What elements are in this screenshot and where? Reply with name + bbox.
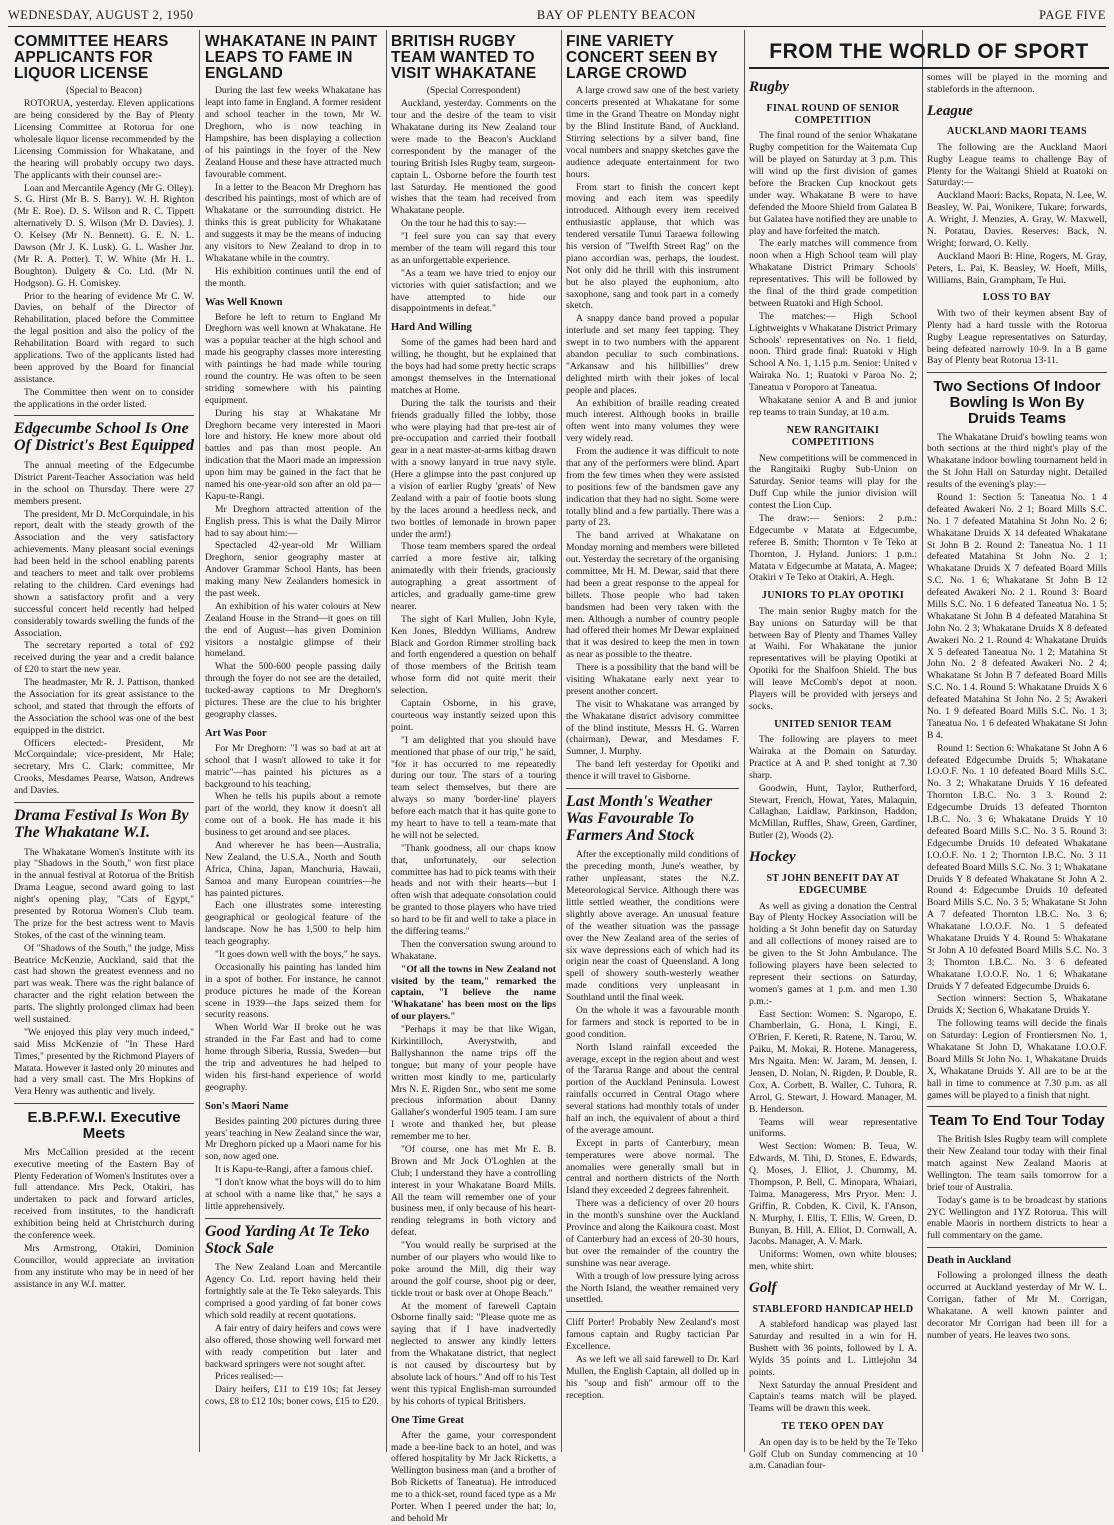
- paragraph: ROTORUA, yesterday. Eleven applications are being considered by the Bay of Plenty Licensing Committee at Rotorua for one wholesale liquor license recommended by the Licensing Commission for Whakatane, and the hearing will probably occupy two days. The applicants with their counsel are:-: [14, 98, 194, 181]
- paragraph: After the exceptionally mild conditions of the preceding month, June's weather, by rather unpleasant, states the N.Z. Meteorological Service. Although there was little settled weather, the conditions were slightly above average. An unusual feature of the weather situation was the passage over the New Zealand area of the series of six wave depressions each of which had its origin near the coast of Queensland. A long spell of showery south-westerly weather made conditions very unpleasant in Southland until the final week.: [566, 849, 739, 1004]
- paragraph: The sight of Karl Mullen, John Kyle, Ken Jones, Bleddyn Williams, Andrew Black and Gordon Rimmer strolling back and forth engendered a question on behalf of those members of the British team whose form did not quite merit their selection.: [391, 613, 556, 697]
- page-number: PAGE FIVE: [1039, 7, 1106, 22]
- paragraph: The following teams will decide the finals on Saturday: Legion of Frontiersmen No. 1, Whakatane St John D, Whakatane I.O.O.F. Board Mills St John No. 1, Whakatane Druids X, Whakatane Druids Y. All are to be at the hall in time to commence at 7.30 p.m. as all games will be played to a finish that night.: [927, 1018, 1107, 1101]
- newspaper-name: BAY OF PLENTY BEACON: [536, 7, 696, 22]
- paragraph: The final round of the senior Whakatane Rugby competition for the Waitemata Cup will be played on Saturday at 3 p.m. This will wind up the first division of games before the Bracken Cup knockout gets under way. Whakatane B were to have defended the Moore Shield from Galatea B but Galatea have notified they are unable to play and have forfeited the match.: [749, 130, 917, 237]
- paragraph: In a letter to the Beacon Mr Dreghorn has described his paintings, most of which are of Whakatane or the surrounding district. He thinks this is great publicity for Whakatane and suggests it may be the means of inducing any visitors to New Zealand to drop in to Whakatane while in the country.: [205, 181, 381, 264]
- column-rule: [561, 30, 562, 1452]
- paragraph: For Mr Dreghorn: "I was so bad at art at school that I wasn't allowed to take it for matric"—has painted his pictures as a background to his teaching.: [205, 742, 381, 790]
- paragraph: The following are players to meet Wairaka at the Domain on Saturday. Practice at A and P. shed tonight at 7.30 sharp.: [749, 734, 917, 781]
- paragraph: The New Zealand Loan and Mercantile Agency Co. Ltd. report having held their fortnightly sale at the Te Teko saleyards. This comprised a good yarding of fat boner cows which sold readily at recent quotations.: [205, 1262, 381, 1321]
- paragraph: North Island rainfall exceeded the average, except in the region about and west of the Tararua Range and about the central portion of the Auckland Peninsula. Lowest rainfalls occurred in Central Otago where several stations had monthly totals of under half an inch, the equivalent of about a third of the average amount.: [566, 1041, 739, 1136]
- headline-indoor-bowling: Two Sections Of Indoor Bowling Is Won By Druids Teams: [933, 378, 1101, 427]
- paragraph: A large crowd saw one of the best variety concerts presented at Whakatane for some time in the Grand Theatre on Monday night by the Blind Institute Band, of Auckland. Stirring selections by a silver band, fine vocal numbers and snappy sketches gave the audience adequate entertainment for two hours.: [566, 85, 739, 180]
- paragraph: "It goes down well with the boys," he says.: [215, 948, 381, 960]
- paragraph: "You would really be surprised at the number of our players who would like to poke around the Mill, dig their way around the golf course, shoot pig or deer, tickle trout or bask over at Ohope Beach.": [391, 1240, 556, 1299]
- paragraph: Those team members spared the ordeal carried a more festive air, talking animatedly with their friends, graciously autographing a great assortment of articles, and gradually game-time grew nearer.: [391, 541, 556, 612]
- paragraph: Following a prolonged illness the death occurred at Auckland yesterday of Mr W. L. Corrigan, father of Mr M. Corrigan, Whakatane. A well known painter and decorator Mr Corrigan had been ill for a number of years. He leaves two sons.: [927, 1270, 1107, 1341]
- paragraph: Dairy heifers, £11 to £19 10s; fat Jersey cows, £8 to £12 10s; boner cows, £15 to £20.: [205, 1384, 381, 1408]
- paragraph: After the game, your correspondent made a bee-line back to an hotel, and was offered hospitality by Mr Jack Ricketts, a Wellington business man (and a brother of Bob Ricketts of Taneatua). He introduced me to a thick-set, round faced type as a Mr Porter. When I peered under the hat; lo, and behold Mr: [391, 1429, 556, 1524]
- masthead: [8, 4, 1106, 27]
- paragraph: Mrs Armstrong, Otakiri, Dominion Councillor, would appreciate an invitation from any institute who may be in need of her assistance in any W.I. matter.: [14, 1242, 194, 1290]
- headline-variety-concert: FINE VARIETY CONCERT SEEN BY LARGE CROWD: [566, 33, 718, 82]
- paragraph: His exhibition continues until the end of the month.: [205, 265, 381, 289]
- headline-weather: Last Month's Weather Was Favourable To Farmers And Stock: [566, 793, 713, 844]
- paragraph: On the tour he had this to say:—: [401, 218, 526, 230]
- column-3: [391, 32, 556, 1524]
- divider: [566, 1311, 739, 1312]
- divider: [14, 802, 194, 803]
- paragraph: An exhibition of braille reading created much interest. Although books in braille often went into many volumes they were very widely read.: [566, 397, 739, 445]
- paragraph: On the whole it was a favourable month for farmers and stock is reported to be in good condition.: [566, 1005, 739, 1040]
- headline-wi-executive: E.B.P.F.W.I. Executive Meets: [27, 1109, 181, 1143]
- section-label-rugby: Rugby: [749, 79, 790, 95]
- paragraph: During the last few weeks Whakatane has leapt into fame in England. A former resident and school teacher in the town, Mr W. Dreghorn, who is now teaching in Hampshire, has been displaying a collection of his paintings in the foyer of the New Zealand House and these have attracted much favourable comment.: [205, 85, 381, 180]
- sport-banner: FROM THE WORLD OF SPORT: [749, 40, 1109, 69]
- paragraph: The president, Mr D. McCorquindale, in his report, dealt with the steady growth of the Association and the very satisfactory achievements. Many pleasant social evenings had been held in the school enabling parents and teachers to meet and talk over problems relating to the children. Card evenings had shown a satisfactory profit and a very successful concert held recently had helped considerably towards swelling the funds of the Association.: [14, 508, 194, 639]
- paragraph: Prior to the hearing of evidence Mr C. W. Davies, on behalf of the Director of Rehabilitation, placed before the Committee the legal position and also the policy of the Rehabilitation Board with regard to such applications. Two of the applicants listed had been approved by the Board for financial assistance.: [14, 290, 194, 385]
- divider: [566, 788, 739, 789]
- paragraph: Next Saturday the annual President and Captain's teams match will be played. Teams will be drawn this week.: [749, 1379, 917, 1415]
- paragraph: Except in parts of Canterbury, mean temperatures were above normal. The anomalies were generally small but in central and northern districts of the North Island they exceeded 2 degrees fahrenheit.: [566, 1137, 739, 1197]
- column-4: [566, 32, 739, 1452]
- headline-loss-to-bay: LOSS TO BAY: [982, 292, 1052, 304]
- paragraph: During his stay at Whakatane Mr Dreghorn became very interested in Maori lore and history. He knew more about old battles and pas than most people. An indication that the Maori made an impression upon him may be gained in the fact that he named his one-year-old son after an old pa—Kapu-te-Rangi.: [205, 407, 381, 502]
- paragraph: Section winners: Section 5, Whakatane Druids X; Section 6, Whakatane Druids Y.: [927, 993, 1107, 1017]
- paragraph: Auckland Maori: Backs, Ropata, N. Lee, W. Beasley, W. Pai, Wonikere, Tukare; forwards, A. Wright, J. Menzies, A. Gray, W. Maxwell, N. Potatau, Davies. Reserves: Back, N. Wright; forward, O. Kelly.: [927, 190, 1107, 249]
- subheading: Son's Maori Name: [205, 1100, 289, 1112]
- divider: [927, 1106, 1107, 1107]
- section-label-golf: Golf: [749, 1280, 777, 1297]
- paragraph: The Committee then went on to consider the applications in the order listed.: [14, 386, 194, 410]
- pull-quote: "Of all the towns in New Zealand not visited by the team," remarked the captain, "I believe the name 'Whakatane' has been most on the lips of our players.": [391, 963, 556, 1023]
- paragraph: From start to finish the concert kept moving and each item was speedily introduced. Although every item received enthusiastic applause, that which was tendered versatile Tunui Taraewa following his version of "Twelfth Street Rag" on the piano accordian was, perhaps, the loudest. Not only did he thrill with this instrument but he also played the euphonium, alto saxophone, sang and took part in a comedy sketch.: [566, 181, 739, 312]
- column-rule: [744, 30, 745, 1452]
- byline: (Special Correspondent): [426, 85, 521, 97]
- subheading: One Time Great: [391, 1414, 464, 1426]
- column-rule: [922, 30, 923, 1452]
- paragraph: Occasionally his painting has landed him in a spot of bother. For instance, he cannot produce pictures he made of the Korean scene in 1939—the Japs seized them for security reasons.: [205, 961, 381, 1021]
- subheading: Hard And Willing: [391, 322, 472, 334]
- paragraph: What the 500-600 people passing daily through the foyer do not see are the detailed, tucked-away captions to Mr Dreghorn's pictures. These are the clue to his brighter geography classes.: [205, 661, 381, 720]
- paragraph: Prices realised:—: [215, 1371, 283, 1383]
- paragraph: The annual meeting of the Edgecumbe District Parent-Teacher Association was held in the school on Thursday. There were 27 members present.: [14, 460, 194, 507]
- paragraph: Then the conversation swung around to Whakatane.: [391, 938, 556, 962]
- paragraph: The secretary reported a total of £92 received during the year and a credit balance of £20 to start the new year.: [14, 640, 194, 676]
- paragraph: A stableford handicap was played last Saturday and resulted in a win for H. Bushett with 36 points, followed by I. A. Wylds 35 points and L. Littlejohn 34 points.: [749, 1319, 917, 1378]
- section-label-hockey: Hockey: [749, 849, 796, 866]
- paragraph: Loan and Mercantile Agency (Mr G. Olley). S. G. Hirst (Mr B. S. Barry). W. H. Righton (Mr E. Roe). D. S. Wilson and R. C. Tippett alternatively D. S. Wilson (Mr D. Davies). J. O. Kelsey (Mr N. Bennett). G. E. N. L. Dawson (Mr J. K. Lusk). G. L. Washer Jnr. (Mr R. A. Potter). T. W. White (Mr H. L. Boughton). Dulgety & Co. Ltd. (Mr N. Hodgson). G. H. Comiskey.: [14, 182, 194, 289]
- headline-edgecumbe-school: Edgecumbe School Is One Of District's Best Equipped: [14, 420, 195, 455]
- headline-british-rugby: BRITISH RUGBY TEAM WANTED TO VISIT WHAKATANE: [391, 33, 537, 82]
- paragraph: "Perhaps it may be that like Wigan, Kirkintilloch, Averystwith, and Ballyshannon the name trips off the tongue; but many of your people have written most kindly to me, particularly Mrs N. E. Rigden Snr., who sent me some precious information about Danny Gallaher's wonderful 1905 team. I am sure I wrote and thanked her, but please remember me to her.: [391, 1024, 556, 1143]
- paragraph: At the moment of farewell Captain Osborne finally said: "Please quote me as saying that if I have inadvertedly neglected to answer any kindly letters from the Whakatane district, that neglect is not caused by discourtesy but by absolute lack of hours." And off to his Test went this typical English-man surrounded by his cohorts of typical Britishers.: [391, 1300, 556, 1407]
- paragraph: "I don't know what the boys will do to him at school with a name like that," he says a little apprehensively.: [205, 1177, 381, 1212]
- headline-te-teko-open-day: TE TEKO OPEN DAY: [781, 1421, 885, 1433]
- paragraph: From the audience it was difficult to note that any of the performers were blind. Apart from the few times when they were assisted to positions few of the bandsmen gave any indication that they had no sight. Some were totally blind and a few partially. There was a party of 23.: [566, 446, 739, 529]
- headline-death-auckland: Death in Auckland: [927, 1255, 1012, 1267]
- headline-te-teko-stock-sale: Good Yarding At Te Teko Stock Sale: [205, 1222, 370, 1257]
- paragraph: Mr Dreghorn attracted attention of the English press. This is what the Daily Mirror had to say about him:—: [205, 503, 381, 539]
- paragraph: "We enjoyed this play very much indeed," said Miss McKenzie of "In These Hard Times," presented by the Richmond Players of Matata. However it lasted only 20 minutes and had a very small cast. The Mrs Hopkins of Vera Henry was authentic and lively.: [14, 1026, 194, 1098]
- divider: [14, 1103, 194, 1104]
- paragraph: "I feel sure you can say that every member of the team will regard this tour as an unforgettable experience.: [391, 231, 556, 266]
- paragraph: "Of course, one has met Mr E. B. Brown and Mr Jock O'Loghlen at the Club; I understand they have a controlling interest in your Whakatane Board Mills. All the team will remember one of your business men, if only because of his heart-rending telegrams in both victory and defeat.: [391, 1144, 556, 1239]
- issue-date: WEDNESDAY, AUGUST 2, 1950: [8, 7, 194, 22]
- section-label-league: League: [927, 102, 973, 119]
- paragraph: Spectacled 42-year-old Mr William Dreghorn, senior geography master at Andover Grammar School Hants, has been making many New Zealanders homesick in the past week.: [205, 540, 381, 600]
- column-rule: [386, 30, 387, 1452]
- paragraph: The main senior Rugby match for the Bay unions on Saturday will be that between Bay of Plenty and Thames Valley at Waihi. For Whakatane the junior representatives will be playing Opotiki at Opotiki for the Shalfoon Shield. The bus will leave McComb's depot at noon. Players will be provided with jerseys and socks.: [749, 605, 917, 712]
- paragraph: Goodwin, Hunt, Taylor, Rutherford, Stewart, French, Howat, Yates, Malaquin, Callaghan, Laidlaw, Parkinson, Haddon, McMillan, Ruffles, Shaw, Green, Gardiner, Butler (2), Woods (2).: [749, 782, 917, 842]
- paragraph: Of "Shadows of the South," the judge, Miss Beatrice McKenzie, Auckland, said that the cast had shown the greatest evenness and no part was weak. There was the right balance of character and the right relation between the parts. The slightly prolonged climax had been well sustained.: [14, 942, 194, 1026]
- paragraph: "I am delighted that you should have mentioned that phase of our trip," he said, "for it has occurred to me repeatedly during our tour. The stars of a touring team select themselves, but there are always so many 'border-line' players before each match that it has quite gone to my heart to have to tell a team-mate that he will not be selected.: [391, 734, 556, 841]
- subheading: Art Was Poor: [205, 727, 267, 739]
- paragraph: Auckland Maori B: Hine, Rogers, M. Gray, Peters, L. Pai, K. Beasley, W. Hoeft, Mills, Williams, Bain, Grampham, Te Hui.: [927, 250, 1107, 286]
- column-2: [205, 32, 381, 1452]
- paragraph: Auckland, yesterday. Comments on the tour and the desire of the team to visit Whakatane during its New Zealand tour were made to the Beacon's Auckland correspondent by the manager of the touring British Isles Rugby team, surgeon-captain L. Osborne before the fourth test last Saturday. He mentioned the good wishes that the team had received from Whakatane people.: [391, 98, 556, 217]
- column-rule: [199, 30, 200, 1452]
- paragraph: New competitions will be commenced in the Rangitaiki Rugby Sub-Union on Saturday. Senior teams will play for the Duff Cup while the junior division will contest the Lion Cup.: [749, 452, 917, 512]
- paragraph: Each one illustrates some interesting geographical or geological feature of the landscape. Now he has 1,500 to help him teach geography.: [205, 900, 381, 948]
- headline-liquor-license: COMMITTEE HEARS APPLICANTS FOR LIQUOR LICENSE: [14, 33, 169, 82]
- paragraph: There is a possibility that the band will be visiting Whakatane early next year to present another concert.: [566, 662, 739, 697]
- paragraph: "Thank goodness, all our chaps know that, unfortunately, our selection committee has had to pick teams with their heads and not with their hearts—but I often wish that adequate consolation could be granted to those players who have tried so hard to be fit and well to take a place in the differing teams.": [391, 842, 556, 937]
- paragraph: It is Kapu-te-Rangi, after a famous chief.: [215, 1164, 373, 1176]
- paragraph: The matches:— High School Lightweights v Whakatane District Primary Schools' representatives on No. 1 field, noon. Third grade final: Ruatoki v High School A No. 1, 1.15 p.m. Senior: United v Wairaka No. 1; Ruatoki v Paroa No. 2; Taneatua v Poroporo at Taneatua.: [749, 310, 917, 394]
- subheading: Was Well Known: [205, 296, 283, 308]
- paragraph: Officers elected:- President, Mr McCorquindale; vice-president, Mr Hale; secretary, Mrs C. Clark; committee, Mr Crooks, Mesdames Pearse, Watson, Andrews and Davies.: [14, 737, 194, 797]
- paragraph: The visit to Whakatane was arranged by the Whakatane district advisory committee of the blind institute, Messrs H. G. Warren (chairman), Dewar, and Mesdames F. Sumner, J. Murphy.: [566, 698, 739, 758]
- paragraph: The British Isles Rugby team will complete their New Zealand tour today with their final match against New Zealand Maoris at Wellington. The team sails tomorrow for a brief tour of Australia.: [927, 1134, 1107, 1193]
- paragraph: Some of the games had been hard and willing, he thought, but he explained that the boys had had some pretty hectic scraps amongst themselves in the International matches at Home.: [391, 337, 556, 396]
- paragraph: A fair entry of dairy heifers and cows were also offered, those showing well forward met with ready competition but later and backward springers were not sought after.: [205, 1322, 381, 1370]
- paragraph: There was a deficiency of over 20 hours in the month's sunshine over the Auckland Province and along the Kaikoura coast. Most of Canterbury had an excess of 20-30 hours, but over the remainder of the country the sunshine was near average.: [566, 1198, 739, 1269]
- paragraph: West Section: Women: B. Teua, W. Edwards, M. Tihi, D. Stones, E. Edwards, Q. Moses, J. Elliot, J. Chummy, M. Thompson, P. Bell, C. Minopara, Whaiari, Taima. Manageress, Mrs Pryor. Men: J. Griffin, R. Cobden, K. Civil, K. I'Anson, N. Murphy, I. Ellis, T. Ellis, W. Green, D. Bunyan, B. Hill, A. Elliot, D. Cornwall, A. Jacobs. Manager, A. V. Mark.: [749, 1141, 917, 1248]
- paragraph: The following are the Auckland Maori Rugby League teams to challenge Bay of Plenty for the Waitangi Shield at Ruatoki on Saturday:—: [927, 141, 1107, 189]
- paragraph: An exhibition of his water colours at New Zealand House in the Strand—it goes on till the end of August—has given Dominion visitors a nostalgic glimpse of their homeland.: [205, 600, 381, 660]
- column-1: [14, 32, 194, 1452]
- paragraph: As we left we all said farewell to Dr. Karl Mullen, the English Captain, all dolled up in his "soup and fish" armour off to the reception.: [566, 1353, 739, 1401]
- paragraph: With two of their keymen absent Bay of Plenty had a hard tussle with the Rotorua Rugby League representatives on Saturday, being defeated narrowly 10-9. In a B game Bay of Plenty beat Rotorua 13-11.: [927, 307, 1107, 367]
- divider: [205, 1218, 381, 1219]
- paragraph: An open day is to be held by the Te Teko Golf Club on Sunday commencing at 10 a.m. Canadian four-: [749, 1436, 917, 1472]
- paragraph: As well as giving a donation the Central Bay of Plenty Hockey Association will be holding a St John benefit day on Saturday and all collections of money raised are to be given to the St John Ambulance. The following players have been selected to represent their sections on Saturday, women's games at 1 p.m. and men 1.30 p.m.:-: [749, 900, 917, 1007]
- paragraph: With a trough of low pressure lying across the North Island, the weather remained very unsettled.: [566, 1270, 739, 1306]
- paragraph: Today's game is to be broadcast by stations 2YC Wellington and 1YZ Rotorua. This will enable Maoris in northern districts to hear a full commentary on the game.: [927, 1194, 1107, 1242]
- paragraph: Whakatane senior A and B and junior rep teams to train Sunday, at 10 a.m.: [749, 394, 917, 418]
- headline-united-senior: UNITED SENIOR TEAM: [774, 718, 892, 730]
- paragraph: The band arrived at Whakatane on Monday morning and members were billeted out. Yesterday the secretary of the organising committee, Mr H. M. Dewar, said that there had been a great response to the appeal for billets. Those people who had taken bandsmen had been very taken with the men. Although a number of country people had offered their homes Mr Dewar explained that it was desired to keep the men in town as near as possible to the theatre.: [566, 530, 740, 661]
- column-5: [749, 72, 917, 1472]
- paragraph: The draw:— Seniors: 2 p.m.: Edgecumbe v Matata at Edgecumbe, referee B. Smith; Thornton v Te Teko at Thornton, J. Hyland. Juniors: 1 p.m.: Matata v Edgecumbe at Matata, A. Magee; Otakiri v Te Teko at Otakiri, A. Hegh.: [749, 512, 917, 584]
- headline-stableford: STABLEFORD HANDICAP HELD: [752, 1303, 914, 1315]
- paragraph: And wherever he has been—Australia, New Zealand, the U.S.A., North and South Africa, China, Japan, Manchuria, Hawaii, Samoa and many European countries—he has painted pictures.: [205, 839, 381, 899]
- divider: [927, 1247, 1107, 1248]
- divider: [927, 372, 1107, 373]
- column-6: [927, 72, 1107, 1452]
- paragraph: A snappy dance band proved a popular interlude and set many feet tapping. They swept in to two numbers with the apparent abandon peculiar to such combinations. "Arkansaw and his hillbillies" drew delighted mirth with their jokes of local people and places.: [566, 313, 739, 396]
- paragraph: Teams will wear representative uniforms.: [749, 1116, 917, 1140]
- paragraph: When he tells his pupils about a remote part of the world, they know it doesn't all come out of a book. He has made it his business to get around and see places.: [205, 791, 381, 839]
- paragraph: The Whakatane Druid's bowling teams won both sections at the third night's play of the Whakatane indoor bowling tournament held in the St John Hall on Saturday night. Detailed results of the evening's play:—: [927, 431, 1107, 491]
- paragraph: The early matches will commence from noon when a High School team will play Whakatane District Primary Schools' representatives. This will be followed by the final of the third grade competition between Ruatoki and High School.: [749, 238, 917, 309]
- headline-drama-festival: Drama Festival Is Won By The Whakatane W.I.: [14, 806, 189, 841]
- paragraph: When World War II broke out he was stranded in the Far East and had to come home through Siberia, Russia, Sweden—but the trip and adventures he had helped to widen his first-hand experience of world geography.: [205, 1022, 381, 1093]
- paragraph: Besides painting 200 pictures during three years' teaching in New Zealand since the war, Mr Dreghorn picked up a Maori name for his son, now aged one.: [205, 1115, 381, 1163]
- headline-team-end-tour: Team To End Tour Today: [929, 1112, 1105, 1130]
- paragraph: Mrs McCallion presided at the recent executive meeting of the Eastern Bay of Plenty Federation of Women's Institutes over a full attendance. Mrs Peck, Otakiri, has undertaken to pack and forward articles, received from institutes, to the handicraft exhibition being held at Christchurch during the conference week.: [14, 1146, 194, 1241]
- divider: [14, 415, 194, 416]
- paragraph: "As a team we have tried to enjoy our victories with quiet satisfaction; and we have attempted to hide our disappointments in defeat.": [391, 267, 556, 315]
- headline-juniors-opotiki: JUNIORS TO PLAY OPOTIKI: [761, 590, 905, 602]
- headline-st-john-benefit: ST JOHN BENEFIT DAY AT EDGECUMBE: [766, 872, 900, 897]
- paragraph: The band left yesterday for Opotiki and thence it will travel to Gisborne.: [566, 759, 739, 783]
- headline-rangitaiki: NEW RANGITAIKI COMPETITIONS: [786, 424, 880, 449]
- paragraph: Round 1: Section 5: Taneatua No. 1 4 defeated Awakeri No. 2 1; Board Mills S.C. No. 1 7 defeated Matahina St John No. 2 6; Whakatane Druids X 14 defeated Whakatane St John B 2. Round 2: Taneatua No. 1 11 defeated Matahina St John No. 2 1; Whakatane Druids X 7 defeated Board Mills S.C. No. 1 6; Whakatane St John B 12 defeated Awakeri No. 2 1. Round 3: Board Mills S.C. No. 1 6 defeated Taneatua No. 1 5; Whakatane St John B 4 defeated Matahina St John No. 2 3; Whakatane Druids X 8 defeated Awakeri No. 2 1. Round 4: Whakatane Druids X 5 defeated Taneatua No. 1 2; Matahina St John No. 2 8 defeated Awakeri No. 2 4; Whakatane St John B 7 defeated Board Mills S.C. No. 1 4. Round 5: Whakatane Druids X 6 defeated Matahina St John No. 2 5; Awakeri No. 1 9 defeated Board Mills S.C. No. 1 3; Taneatua No. 1 6 defeated Whakatane St John B 4.: [927, 492, 1107, 741]
- paragraph: Uniforms: Women, own white blouses; men, white shirt.: [749, 1249, 917, 1273]
- paragraph: During the talk the tourists and their friends gradually filled the lobby, those who were playing had that pre-test air of pre-occupation and carried their football gear in a neat master-at-arms kitbag drawn with a snowy lanyard in true navy style. (Here a glimpse into the past conjured up a vision of earlier Rugby 'greats' of New Zealand with a pair of footie boots slung by the laces around a heedless neck, and two bottles of lemonade in brown paper under the arm!): [391, 397, 556, 540]
- byline: (Special to Beacon): [66, 85, 142, 97]
- headline-whakatane-in-paint: WHAKATANE IN PAINT LEAPS TO FAME IN ENGLAND: [205, 33, 378, 82]
- paragraph: The headmaster, Mr R. J. Pattison, thanked the Association for its great assistance to the school, and stated that through the efforts of the Association the school was one of the best equipped in the district.: [14, 677, 194, 736]
- paragraph: The Whakatane Women's Institute with its play "Shadows in the South," won first place in the annual festival at Rotorua of the British Drama League, second award going to last night's opening play, "Cats of Egypt," presented by Rotorua Women's Club team. The prize for the best actress went to Mavis Stokes, of the cast of the winning team.: [14, 846, 194, 941]
- paragraph: Cliff Porter! Probably New Zealand's most famous captain and Rugby tactician Par Excellence.: [566, 1317, 739, 1353]
- paragraph: Round 1: Section 6: Whakatane St John A 6 defeated Edgecumbe Druids 5; Whakatane I.O.O.F. No. 1 10 defeated Board Mills S.C. No. 3 2; Whakatane Druids Y 16 defeated Thornton I.B.C. No. 3 3. Round 2: Edgecumbe Druids 13 defeated Thornton I.B.C. No. 3 6; Whakatane Druids Y 10 defeated Board Mills S.C. No. 3 5. Round 3: Edgecumbe Druids 10 defeated Whakatane I.O.O.F. No. 1 2; Thornton I.B.C. No. 3 11 defeated Board Mills S.C. No. 3 1; Whakatane Druids Y 8 defeated Whakatane St John A 2. Round 4: Edgecumbe Druids 10 defeated Board Mills S.C. No. 3 5; Whakatane St John A 7 defeated Thornton I.B.C. No. 3 6; Whakatane I.O.O.F. No. 1 5 defeated Whakatane Druids Y 4. Round 5: Whakatane St John A 10 defeated Board Mills S.C. No. 3 3; Thornton I.B.C. No. 3 6 defeated Whakatane I.O.O.F. No. 1 6; Whakatane Druids Y 7 defeated Edgecumbe Druids 6.: [927, 742, 1107, 992]
- paragraph: Captain Osborne, in his grave, courteous way instantly seized upon this point.: [391, 698, 556, 733]
- paragraph: Before he left to return to England Mr Dreghorn was well known at Whakatane. He was a popular teacher at the high school and made his geography classes more interesting with paintings he had made while touring round the country. He was often to be seen striding somewhere with his painting equipment.: [205, 311, 381, 406]
- paragraph: somes will be played in the morning and stablefords in the afternoon.: [927, 72, 1107, 95]
- headline-final-round: FINAL ROUND OF SENIOR COMPETITION: [766, 102, 900, 126]
- headline-auckland-maori: AUCKLAND MAORI TEAMS: [947, 126, 1087, 138]
- paragraph: East Section: Women: S. Ngaropo, E. Chamberlain, G. Hona, I. Kingi, E. O'Brien, F. Kereti, R. Ratene, N. Tarou, W. Paiku, M. Mokai, R. Hotene. Manageress, Mrs Ngaita. Men: W. Jaram, M. Jensen, I. Jensen, D. Nolan, N. Rigden, P. Double, R. Cox, A. Corbett, B. Waller, C. Tuhora, R. Arrol, G. Stewart, J. Howard. Manager, M. B. Henderson.: [749, 1008, 917, 1115]
